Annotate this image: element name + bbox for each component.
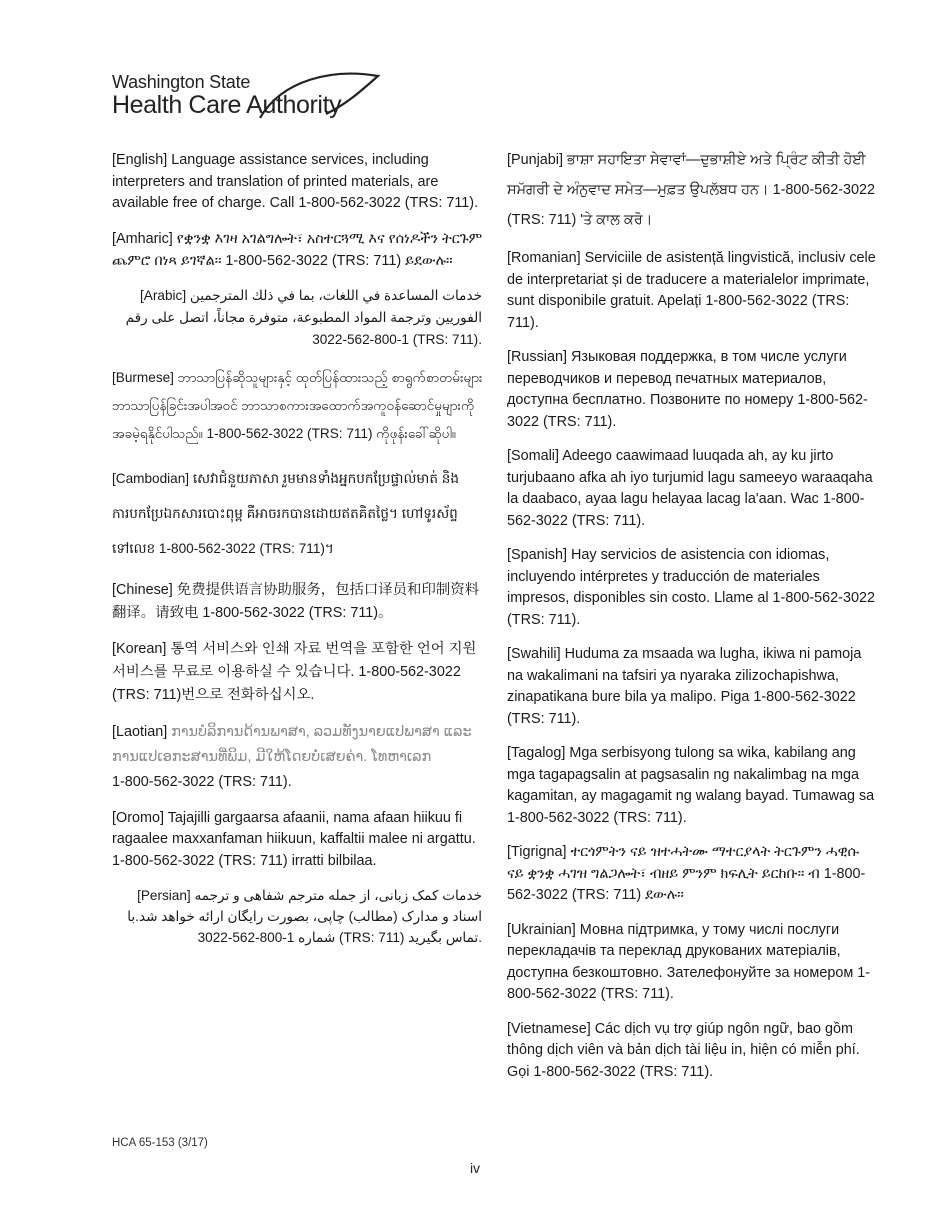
notice-chinese — [112, 579, 484, 625]
notice-cambodian — [112, 461, 484, 566]
notice-vietnamese — [507, 1019, 879, 1084]
language-label: [Korean] — [112, 640, 167, 657]
language-label: [Laotian] — [112, 723, 168, 740]
notice-swahili — [507, 644, 879, 730]
notice-tigrigna — [507, 842, 879, 907]
language-label: [Somali] — [507, 448, 559, 464]
form-code: HCA 65-153 (3/17) — [112, 1137, 208, 1149]
right-column — [507, 150, 879, 1096]
language-label: [Russian] — [507, 349, 567, 365]
notice-phone: 1-800-562-3022 (TRS: 711). — [112, 773, 292, 790]
notice-text: Language assistance services, including interpreters and translation of printed materials, are available free of charge. Call 1-800-562-3022 (TRS: 711). — [112, 152, 479, 211]
notice-burmese — [112, 364, 484, 448]
notice-romanian — [507, 248, 879, 334]
hca-logo — [112, 70, 382, 122]
notice-text: 통역 서비스와 인쇄 자료 번역을 포함한 언어 지원 서비스를 무료로 이용하실 수 있습니다. 1-800-562-3022 (TRS: 711)번으로 전화하십시오. — [112, 640, 477, 703]
notice-text: Tajajilli gargaarsa afaanii, nama afaan hiikuu fi ragaalee maxxanfaman hiikuun, kaffaltii malee ni argattu. 1-800-562-3022 (TRS: 711) irratti bilbilaa. — [112, 809, 476, 869]
notice-amharic — [112, 228, 484, 272]
notice-text: Huduma za msaada wa lugha, ikiwa ni pamoja na wakalimani na tafsiri ya nyaraka zilizochapishwa, zinapatikana bure bila ya malipo. Piga 1-800-562-3022 (TRS: 711). — [507, 646, 862, 727]
notice-text: ተርጎምትን ናይ ዝተሓትሙ ማተርያላት ትርጉምን ሓዊሱ ናይ ቋንቋ ሓገዝ ግልጋሎት፣ ብዘይ ምንም ክፍሊት ይርከቡ። ብ 1-800-562-3022 (TRS: 711) ደውሉ። — [507, 844, 866, 903]
notice-punjabi — [507, 145, 879, 235]
language-label: [Tagalog] — [507, 745, 566, 761]
notice-text: 免费提供语言协助服务，包括口译员和印制资料翻译。请致电 1-800-562-3022 (TRS: 711)。 — [112, 581, 480, 621]
logo-swoosh-icon — [112, 70, 382, 122]
notice-text: ဘာသာပြန်ဆိုသူများနှင့် ထုတ်ပြန်ထားသည့် စာရွက်စာတမ်းများဘာသာပြန်ခြင်းအပါအဝင် ဘာသာစကားအထောက်အကူဝန်ဆောင်မှုများကို အခမဲ့ရနိုင်ပါသည်။ 1-800-562-3022 (TRS: 711) ကိုဖုန်းခေါ်ဆိုပါ။ — [112, 369, 483, 441]
language-label: [Persian] — [137, 888, 191, 903]
left-column — [112, 150, 484, 961]
language-label: [Swahili] — [507, 646, 561, 662]
language-label: [Oromo] — [112, 809, 164, 826]
notice-tagalog — [507, 743, 879, 829]
notice-persian — [112, 885, 484, 948]
notice-arabic — [112, 285, 484, 351]
notice-text: Hay servicios de asistencia con idiomas, incluyendo intérpretes y traducción de materiales impresos, disponibles sin costo. Llame al 1-800-562-3022 (TRS: 711). — [507, 547, 875, 628]
notice-text: Mga serbisyong tulong sa wika, kabilang ang mga tagapagsalin at pagsasalin ng nakalimbag na mga kagamitan, ay magagamit ng walang bayad. Tumawag sa 1-800-562-3022 (TRS: 711). — [507, 745, 875, 826]
notice-spanish — [507, 545, 879, 631]
notice-text: ການບໍລິການດ້ານພາສາ, ລວມທັງນາຍແປພາສາ ແລະ ການແປເອກະສານທີ່ພິມ, ມີໃຫ້ໂດຍບໍ່ເສຍຄ່າ. ໂທຫາເລກ — [112, 723, 472, 765]
language-label: [Cambodian] — [112, 470, 190, 486]
notice-text: សេវាជំនួយភាសា រួមមានទាំងអ្នកបកប្រែផ្ទាល់មាត់ និងការបកប្រែឯកសារបោះពុម្ព គឺអាចរកបានដោយឥតគិតថ្លៃ។ ហៅទូរស័ព្ទទៅលេខ 1-800-562-3022 (TRS: 711)។ — [112, 470, 460, 556]
notice-ukrainian — [507, 920, 879, 1006]
notice-laotian — [112, 720, 484, 795]
notice-oromo — [112, 808, 484, 873]
notice-text: የቋንቋ እገዛ አገልግሎት፣ አስተርጓሚ እና የሰነዶችን ትርጉም ጨምሮ በነጻ ይገኛል። 1-800-562-3022 (TRS: 711) ይደውሉ። — [112, 230, 483, 269]
notice-text: Языковая поддержка, в том числе услуги переводчиков и перевод печатных материалов, доступна бесплатно. Позвоните по номеру 1-800-562-3022 (TRS: 711). — [507, 349, 868, 430]
language-label: [Chinese] — [112, 581, 173, 598]
logo-line-1: Washington State — [112, 72, 251, 92]
language-label: [Ukrainian] — [507, 921, 576, 938]
notice-text: خدمات کمک زبانی، از جمله مترجم شفاهی و ترجمه اسناد و مدارک (مطالب) چاپی، بصورت رایگان ارائه خواهد شد.با شماره 1-800-562-3022 (TRS: 711) تماس بگیرید. — [127, 888, 482, 945]
language-label: [Vietnamese] — [507, 1020, 591, 1037]
language-label: [Burmese] — [112, 369, 174, 385]
language-label: [Romanian] — [507, 250, 581, 266]
logo-line-2: Health Care Authority — [112, 91, 342, 119]
notice-somali — [507, 446, 879, 532]
notice-russian — [507, 347, 879, 433]
notice-text: Adeego caawimaad luuqada ah, ay ku jirto turjubaano afka ah iyo turjumid lagu sameeyo waraaqaha la daabaco, ayaa lagu helayaa lacag la'aan. Wac 1-800-562-3022 (TRS: 711). — [507, 448, 873, 529]
notice-korean — [112, 638, 484, 707]
language-label: [Amharic] — [112, 230, 173, 247]
notice-text: Serviciile de asistență lingvistică, inclusiv cele de interpretariat și de traducere a materialelor imprimate, sunt disponibile gratuit. Apelați 1-800-562-3022 (TRS: 711). — [507, 250, 876, 331]
notice-text: Мовна підтримка, у тому числі послуги перекладачів та переклад друкованих матеріалів, доступна безкоштовно. Зателефонуйте за номером 1-800-562-3022 (TRS: 711). — [507, 921, 871, 1002]
notice-english — [112, 150, 484, 215]
notice-text: Các dịch vụ trợ giúp ngôn ngữ, bao gồm thông dịch viên và bản dịch tài liệu in, hiện có miễn phí. Gọi 1-800-562-3022 (TRS: 711). — [507, 1020, 860, 1080]
language-label: [Punjabi] — [507, 152, 564, 168]
language-label: [English] — [112, 152, 168, 168]
notice-text: خدمات المساعدة في اللغات، بما في ذلك المترجمين الفوريين وترجمة المواد المطبوعة، متوفرة مجاناً، اتصل على رقم 1-800-562-3022 (TRS: 711). — [125, 287, 482, 347]
language-label: [Spanish] — [507, 547, 568, 563]
page-number: iv — [469, 1160, 481, 1176]
language-label: [Tigrigna] — [507, 844, 567, 860]
notice-text: ਭਾਸ਼ਾ ਸਹਾਇਤਾ ਸੇਵਾਵਾਂ—ਦੁਭਾਸ਼ੀਏ ਅਤੇ ਪ੍ਰਿੰਟ ਕੀਤੀ ਹੋਈ ਸਮੱਗਰੀ ਦੇ ਅੰਨੁਵਾਦ ਸਮੇਤ—ਮੁਫ਼ਤ ਉਪਲੱਬਧ ਹਨ। 1-800-562-3022 (TRS: 711) 'ਤੇ ਕਾਲ ਕਰੋ। — [507, 152, 876, 228]
language-label: [Arabic] — [140, 287, 187, 303]
